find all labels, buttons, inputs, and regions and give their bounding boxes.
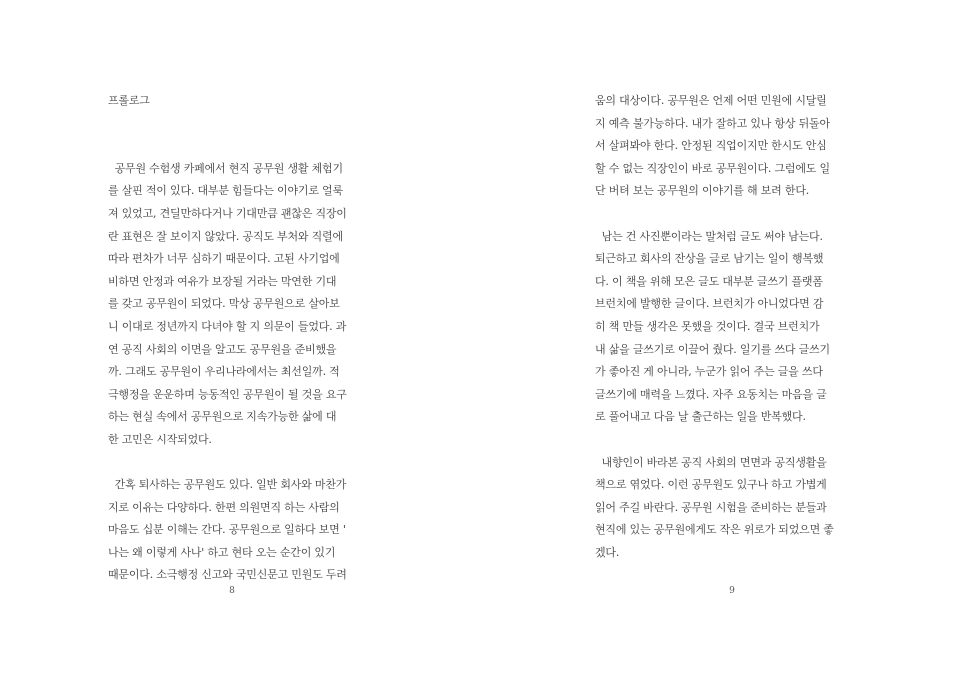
text-line: 현직에 있는 공무원에게도 작은 위로가 되었으면 좋 bbox=[595, 523, 834, 537]
text-line: 할 수 없는 직장인이 바로 공무원이다. 그럼에도 일 bbox=[595, 161, 830, 175]
text-line: 비하면 안정과 여유가 보장될 거라는 막연한 기대 bbox=[108, 274, 337, 288]
page-number-left: 8 bbox=[229, 586, 235, 596]
text-line: 극행정을 운운하며 능동적인 공무원이 될 것을 요구 bbox=[108, 387, 347, 401]
text-line: 를 살핀 적이 있다. 대부분 힘들다는 이야기로 얼룩 bbox=[108, 184, 343, 198]
text-line: 글쓰기에 매력을 느꼈다. 자주 요동치는 마음을 글 bbox=[595, 387, 827, 401]
text-line bbox=[108, 452, 368, 475]
text-line: 연 공직 사회의 이면을 알고도 공무원을 준비했을 bbox=[108, 342, 337, 356]
text-line: 공무원 수험생 카페에서 현직 공무원 생활 체험기 bbox=[108, 161, 343, 175]
text-line: 다. 이 책을 위해 모은 글도 대부분 글쓰기 플랫폼 bbox=[595, 274, 823, 288]
text-line: 까. 그래도 공무원이 우리나라에서는 최선일까. 적 bbox=[108, 365, 340, 379]
text-line: 지 예측 불가능하다. 내가 잘하고 있나 항상 뒤돌아 bbox=[595, 116, 830, 130]
text-line: 움의 대상이다. 공무원은 언제 어떤 민원에 시달릴 bbox=[595, 94, 827, 107]
right-page-body bbox=[595, 90, 855, 564]
text-line bbox=[595, 429, 855, 452]
text-line: 브런치에 발행한 글이다. 브런치가 아니었다면 감 bbox=[595, 297, 824, 311]
text-line: 겠다. bbox=[595, 545, 620, 559]
text-line bbox=[108, 113, 368, 136]
text-line: 져 있었고, 견딜만하다거나 기대만큼 괜찮은 직장이 bbox=[108, 206, 347, 220]
text-line: 내 삶을 글쓰기로 이끌어 줬다. 일기를 쓰다 글쓰기 bbox=[595, 342, 830, 356]
text-line: 나는 왜 이렇게 사나' 하고 현타 오는 순간이 있기 bbox=[108, 545, 336, 559]
right-page bbox=[483, 0, 966, 683]
page-number-right: 9 bbox=[729, 586, 735, 596]
text-line: 를 갖고 공무원이 되었다. 막상 공무원으로 살아보 bbox=[108, 297, 340, 311]
text-line: 내향인이 바라본 공직 사회의 면면과 공직생활을 bbox=[595, 455, 827, 469]
text-line: 란 표현은 잘 보이지 않았다. 공직도 부처와 직렬에 bbox=[108, 229, 343, 243]
text-line: 간혹 퇴사하는 공무원도 있다. 일반 회사와 마찬가 bbox=[108, 478, 347, 492]
text-line: 한 고민은 시작되었다. bbox=[108, 432, 212, 446]
text-line bbox=[595, 203, 855, 226]
chapter-title: 프롤로그 bbox=[108, 94, 150, 107]
text-line: 로 풀어내고 다음 날 출근하는 일을 반복했다. bbox=[595, 410, 806, 424]
text-line: 서 살펴봐야 한다. 안정된 직업이지만 한시도 안심 bbox=[595, 139, 827, 153]
text-line: 따라 편차가 너무 심하기 때문이다. 고된 사기업에 bbox=[108, 252, 340, 266]
text-line: 마음도 십분 이해는 간다. 공무원으로 일하다 보면 ' bbox=[108, 523, 346, 537]
text-line: 책으로 엮었다. 이런 공무원도 있구나 하고 가볍게 bbox=[595, 478, 827, 492]
text-line bbox=[108, 135, 368, 158]
text-line: 니 이대로 정년까지 다녀야 할 지 의문이 들었다. 과 bbox=[108, 319, 347, 333]
text-line: 남는 건 사진뿐이라는 말처럼 글도 써야 남는다. bbox=[595, 229, 823, 243]
text-line: 때문이다. 소극행정 신고와 국민신문고 민원도 두려 bbox=[108, 568, 347, 582]
text-line: 하는 현실 속에서 공무원으로 지속가능한 삶에 대 bbox=[108, 410, 337, 424]
left-page-body bbox=[108, 90, 368, 587]
text-line: 퇴근하고 회사의 잔상을 글로 남기는 일이 행복했 bbox=[595, 252, 824, 266]
text-line: 읽어 주길 바란다. 공무원 시험을 준비하는 분들과 bbox=[595, 500, 827, 514]
text-line: 단 버텨 보는 공무원의 이야기를 해 보려 한다. bbox=[595, 184, 810, 198]
text-line: 지로 이유는 다양하다. 한편 의원면직 하는 사람의 bbox=[108, 500, 340, 514]
text-line: 가 좋아진 게 아니라, 누군가 읽어 주는 글을 쓰다 bbox=[595, 365, 823, 379]
text-line: 히 책 만들 생각은 못했을 것이다. 결국 브런치가 bbox=[595, 319, 820, 333]
